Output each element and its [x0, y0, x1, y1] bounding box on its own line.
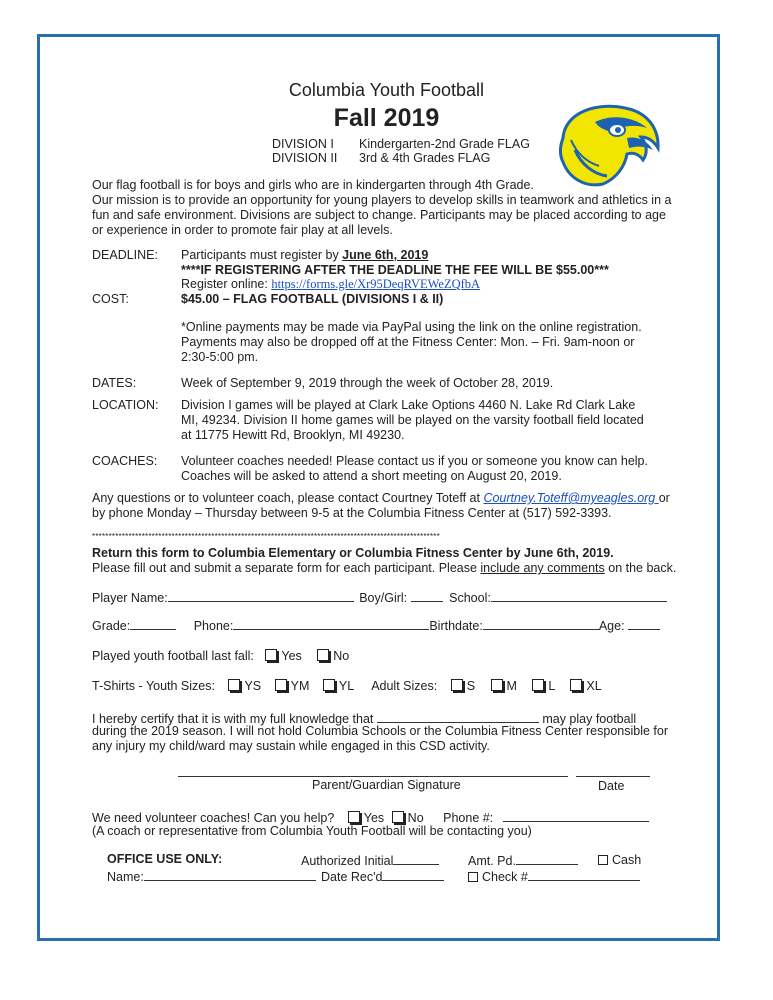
cost-amount: $45.00 – FLAG FOOTBALL (DIVISIONS I & II)	[181, 292, 444, 306]
check-checkbox[interactable]	[468, 872, 478, 882]
date-recd-field[interactable]	[382, 868, 444, 881]
volunteer-row	[92, 809, 649, 825]
volunteer-phone-field[interactable]	[503, 809, 649, 822]
season-title: Fall 2019	[333, 104, 440, 132]
form-instructions-a: Please fill out and submit a separate form for each participant. Please	[92, 561, 481, 575]
size-s-label: S	[466, 679, 476, 693]
size-xl-checkbox[interactable]	[570, 679, 582, 691]
check-label: Check #	[482, 870, 528, 884]
dates-text: Week of September 9, 2019 through the week of October 28, 2019.	[181, 376, 554, 390]
player-name-row	[92, 589, 667, 605]
date-recd-group	[321, 868, 444, 884]
amt-paid-group	[468, 852, 578, 868]
auth-initial-label: Authorized Initial	[301, 854, 394, 868]
grade-row	[92, 617, 660, 633]
contact-text: Any questions or to volunteer coach, please contact Courtney Toteff at	[92, 491, 484, 505]
return-instructions: Return this form to Columbia Elementary or Columbia Fitness Center by June 6th, 2019.	[92, 546, 614, 560]
volunteer-yes-label: Yes	[363, 811, 385, 825]
intro-mission: Our mission is to provide an opportunity for young players to develop skills in teamwork and athletics in a fun and safe environment. Divisions are subject to change. Participants may be placed according to age or experience in order to promote fair play at all levels.	[92, 193, 672, 237]
contact-line-1	[92, 491, 670, 505]
size-l-label: L	[548, 679, 555, 693]
size-ys-checkbox[interactable]	[228, 679, 240, 691]
cash-checkbox[interactable]	[598, 855, 608, 865]
cost-label: COST:	[92, 292, 129, 306]
cash-group	[598, 853, 641, 867]
size-ym-label: YM	[290, 679, 310, 693]
boy-girl-field[interactable]	[411, 589, 443, 602]
intro-line-1: Our flag football is for boys and girls who are in kindergarten through 4th Grade.	[92, 178, 534, 192]
volunteer-no-checkbox[interactable]	[392, 811, 404, 823]
age-field[interactable]	[628, 617, 660, 630]
office-name-label: Name:	[107, 870, 144, 884]
amt-paid-label: Amt. Pd.	[468, 854, 516, 868]
register-online	[181, 277, 480, 292]
birthdate-field[interactable]	[483, 617, 599, 630]
eagle-logo-icon	[555, 100, 665, 190]
office-use-title: OFFICE USE ONLY:	[107, 852, 223, 866]
deadline-text	[181, 248, 428, 262]
amt-paid-field[interactable]	[516, 852, 578, 865]
coaches-text: Volunteer coaches needed! Please contact us if you or someone you know can help. Coaches will be asked to attend a short meeting on August 20, 2019.	[181, 454, 648, 483]
certify-text-a: I hereby certify that it is with my full knowledge that	[92, 712, 374, 726]
tshirt-row	[92, 679, 602, 693]
deadline-label: DEADLINE:	[92, 248, 158, 262]
grade-label: Grade:	[92, 619, 131, 633]
played-last-fall-row	[92, 649, 349, 663]
check-group	[468, 868, 640, 884]
birthdate-label: Birthdate:	[429, 619, 483, 633]
volunteer-question: We need volunteer coaches! Can you help?	[92, 811, 335, 825]
tshirt-youth-label: T-Shirts - Youth Sizes:	[92, 679, 215, 693]
size-ym-checkbox[interactable]	[275, 679, 287, 691]
size-xl-label: XL	[586, 679, 602, 693]
size-s-checkbox[interactable]	[451, 679, 463, 691]
participant-name-field[interactable]	[377, 710, 539, 723]
phone-field[interactable]	[233, 617, 429, 630]
auth-initial-field[interactable]	[393, 852, 439, 865]
office-name-field[interactable]	[144, 868, 316, 881]
player-name-field[interactable]	[168, 589, 354, 602]
coaches-label: COACHES:	[92, 454, 158, 468]
phone-label: Phone:	[193, 619, 234, 633]
register-online-label: Register online:	[181, 277, 272, 291]
deadline-date: June 6th, 2019	[342, 248, 429, 262]
tshirt-adult-label: Adult Sizes:	[371, 679, 438, 693]
deadline-text-prefix: Participants must register by	[181, 248, 343, 262]
played-no-label: No	[333, 649, 350, 663]
size-m-checkbox[interactable]	[491, 679, 503, 691]
boy-girl-label: Boy/Girl:	[359, 591, 408, 605]
contact-email-link[interactable]: Courtney.Toteff@myeagles.org	[483, 491, 659, 505]
signature-date-label: Date	[598, 779, 625, 793]
org-title: Columbia Youth Football	[288, 80, 485, 100]
dates-label: DATES:	[92, 376, 137, 390]
played-yes-label: Yes	[281, 649, 302, 663]
division-1-desc: Kindergarten-2nd Grade FLAG	[359, 137, 530, 151]
signature-label: Parent/Guardian Signature	[312, 778, 461, 792]
late-fee-warning: ****IF REGISTERING AFTER THE DEADLINE THE FEE WILL BE $55.00***	[181, 263, 609, 277]
school-label: School:	[449, 591, 491, 605]
size-m-label: M	[506, 679, 517, 693]
size-ys-label: YS	[244, 679, 262, 693]
player-name-label: Player Name:	[92, 591, 168, 605]
size-yl-checkbox[interactable]	[323, 679, 335, 691]
register-link[interactable]: https://forms.gle/Xr95DeqRVEWeZQfbA	[271, 277, 481, 291]
division-2-desc: 3rd & 4th Grades FLAG	[359, 151, 491, 165]
signature-date-line[interactable]	[576, 776, 650, 777]
location-text: Division I games will be played at Clark Lake Options 4460 N. Lake Rd Clark Lake MI, 49234. Division II home games will be played on the varsity football field located at 11775 Hewitt Rd, Brooklyn, MI 49230.	[181, 398, 644, 442]
division-1-label: DIVISION I	[272, 137, 334, 151]
star-divider: *********************************************************************************************************	[92, 532, 440, 541]
volunteer-no-label: No	[407, 811, 424, 825]
played-label: Played youth football last fall:	[92, 649, 254, 663]
age-label: Age:	[598, 619, 625, 633]
volunteer-phone-label: Phone #:	[443, 811, 494, 825]
office-name-group	[107, 868, 316, 884]
auth-initial-group	[301, 852, 439, 868]
payment-note: *Online payments may be made via PayPal using the link on the online registration. Payments may also be dropped off at the Fitness Center: Mon. – Fri. 9am-noon or 2:30-5:00 pm.	[181, 320, 642, 364]
certify-text-b: may play football	[542, 712, 637, 726]
signature-line[interactable]	[178, 776, 568, 777]
division-2-label: DIVISION II	[272, 151, 338, 165]
location-label: LOCATION:	[92, 398, 159, 412]
form-instructions	[92, 561, 676, 575]
school-field[interactable]	[491, 589, 667, 602]
grade-field[interactable]	[130, 617, 176, 630]
date-recd-label: Date Rec'd	[321, 870, 383, 884]
contact-or: or	[658, 491, 670, 505]
check-number-field[interactable]	[528, 868, 640, 881]
size-yl-label: YL	[338, 679, 354, 693]
certify-text: during the 2019 season. I will not hold Columbia Schools or the Columbia Fitness Center responsible for any injury my child/ward may sustain while engaged in this CSD activity.	[92, 724, 669, 753]
cash-label: Cash	[612, 853, 642, 867]
size-l-checkbox[interactable]	[532, 679, 544, 691]
form-instructions-b: include any comments	[480, 561, 605, 575]
played-no-checkbox[interactable]	[317, 649, 329, 661]
contact-line-2: by phone Monday – Thursday between 9-5 at the Columbia Fitness Center at (517) 592-3393.	[92, 506, 612, 520]
form-instructions-c: on the back.	[604, 561, 677, 575]
played-yes-checkbox[interactable]	[265, 649, 277, 661]
volunteer-yes-checkbox[interactable]	[348, 811, 360, 823]
volunteer-note: (A coach or representative from Columbia Youth Football will be contacting you)	[92, 824, 532, 838]
